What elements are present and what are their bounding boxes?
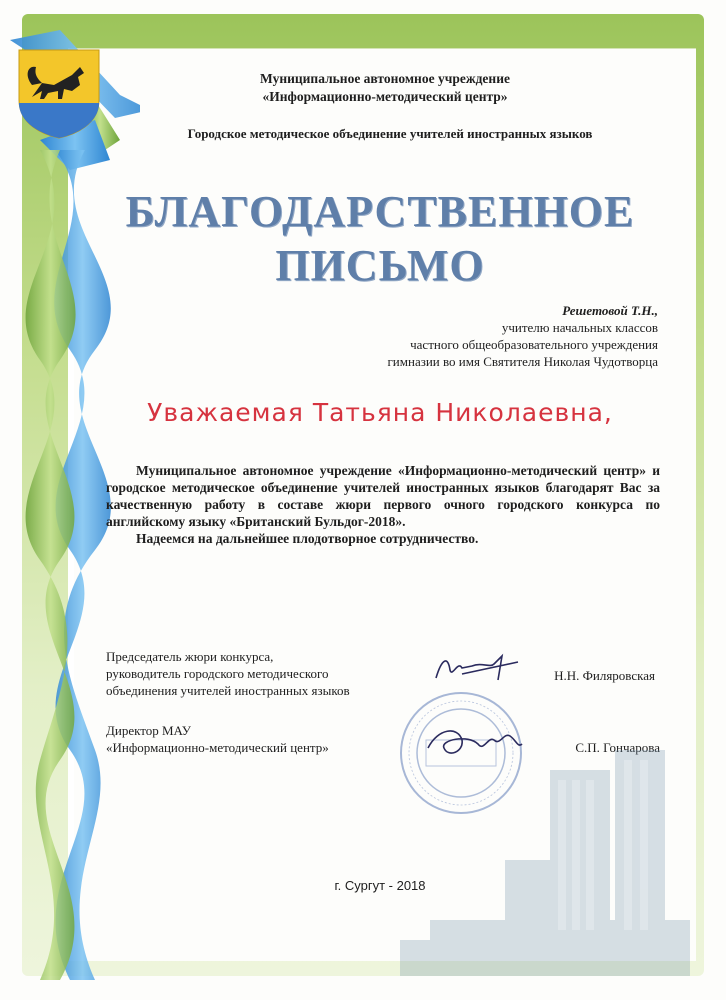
recipient-block (238, 302, 658, 370)
city-year: г. Сургут - 2018 (334, 878, 426, 893)
surgut-fox-coat-of-arms-icon (14, 45, 104, 140)
document-title (80, 185, 680, 293)
body-paragraph-1: Муниципальное автономное учреждение «Информационно-методический центр» и городское методическое объединение учителей иностранных языков благодарят Вас за качественную работу в составе жюри первого очного городского конкурса по английскому языку «Британский Бульдог-2018». (106, 463, 660, 529)
institution-name: «Информационно-методический центр» (262, 89, 508, 104)
signatory-2-title (106, 722, 406, 756)
body-paragraph-2: Надеемся на дальнейшее плодотворное сотрудничество. (136, 531, 479, 546)
signatory-1-line-3: объединения учителей иностранных языков (106, 683, 350, 698)
signatory-2-line-1: Директор МАУ (106, 723, 192, 738)
association-name: Городское методическое объединение учителей иностранных языков (187, 126, 593, 141)
signatory-1-line-2: руководитель городского методического (106, 666, 329, 681)
city-buildings-background (400, 740, 700, 976)
institution-type: Муниципальное автономное учреждение (260, 71, 510, 86)
title-line-1: БЛАГОДАРСТВЕННОЕ (125, 187, 635, 236)
signatory-2-name: С.П. Гончарова (575, 740, 660, 755)
signatory-1-line-1: Председатель жюри конкурса, (106, 649, 274, 664)
recipient-school: гимназии во имя Святителя Николая Чудотворца (387, 354, 658, 369)
greeting: Уважаемая Татьяна Николаевна, (147, 398, 613, 427)
signatory-1-name: Н.Н. Филяровская (554, 668, 655, 683)
signatory-2-line-2: «Информационно-методический центр» (106, 740, 329, 755)
institution-header (180, 70, 590, 106)
title-line-2: ПИСЬМО (275, 241, 485, 290)
signatory-1-title (106, 648, 426, 699)
letter-body (106, 462, 660, 547)
recipient-name: Решетовой Т.Н., (562, 303, 658, 318)
recipient-position: учителю начальных классов (501, 320, 658, 335)
recipient-organization: частного общеобразовательного учреждения (410, 337, 658, 352)
